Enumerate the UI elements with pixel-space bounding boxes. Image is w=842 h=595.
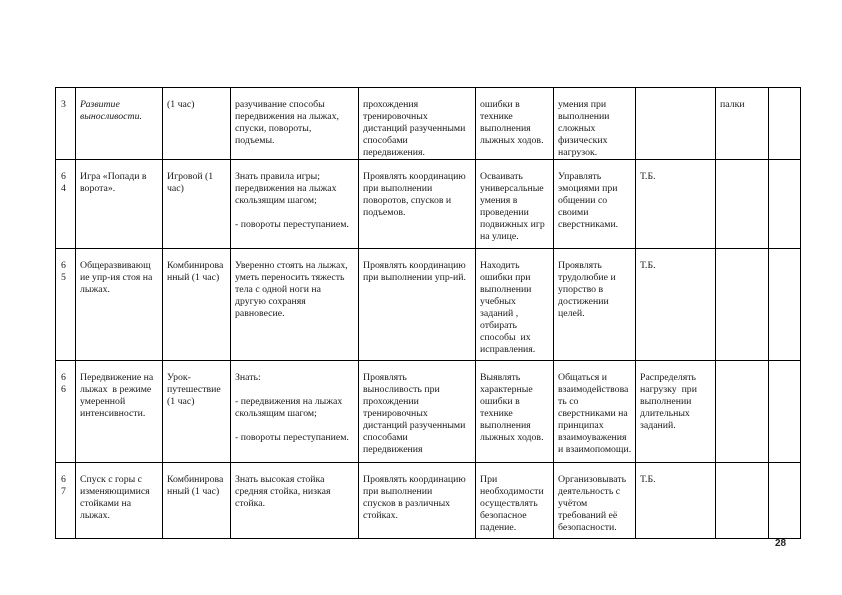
cell-learning-skills: При необходимости осуществлять безопасное падение. [476,463,554,539]
cell-personal-results: Проявлять трудолюбие и упорство в достижении целей. [554,249,636,361]
table-row [56,249,801,361]
cell-activity: прохождения тренировочных дистанций разученными способами передвижения. [359,88,476,160]
cell-extra [769,361,801,463]
cell-activity: Проявлять координацию при выполнении упр-ий. [359,249,476,361]
cell-lesson-number: 6 4 [56,160,76,249]
cell-lesson-topic: Игра «Попади в ворота». [76,160,163,249]
table-row [56,463,801,539]
cell-lesson-type: (1 час) [163,88,231,160]
cell-notes: Т.Б. [636,249,716,361]
table-row [56,88,801,160]
cell-notes [636,88,716,160]
table-row [56,361,801,463]
cell-activity: Проявлять координацию при выполнении поворотов, спусков и подъемов. [359,160,476,249]
cell-equipment [716,463,769,539]
cell-lesson-content: Знать: - передвижения на лыжах скользящим шагом; - повороты переступанием. [231,361,359,463]
cell-activity: Проявлять выносливость при прохождении тренировочных дистанций разученными способами передвижения [359,361,476,463]
cell-equipment [716,361,769,463]
cell-extra [769,160,801,249]
cell-lesson-content: разучивание способы передвижения на лыжах, спуски, повороты, подъемы. [231,88,359,160]
cell-lesson-topic: Развитие выносливости. [76,88,163,160]
cell-notes: Распределять нагрузку при выполнении длительных заданий. [636,361,716,463]
cell-lesson-type: Игровой (1 час) [163,160,231,249]
cell-extra [769,88,801,160]
cell-lesson-content: Знать правила игры; передвижения на лыжах скользящим шагом; - повороты переступанием. [231,160,359,249]
cell-lesson-topic: Общеразвивающ ие упр-ия стоя на лыжах. [76,249,163,361]
cell-lesson-number: 3 [56,88,76,160]
cell-equipment [716,160,769,249]
cell-notes: Т.Б. [636,160,716,249]
cell-lesson-topic: Спуск с горы с изменяющимися стойками на лыжах. [76,463,163,539]
cell-lesson-number: 6 6 [56,361,76,463]
cell-equipment: палки [716,88,769,160]
lesson-plan-table [55,87,801,539]
page-number: 28 [775,538,787,549]
cell-equipment [716,249,769,361]
cell-extra [769,463,801,539]
cell-lesson-type: Комбинирова нный (1 час) [163,463,231,539]
cell-notes: Т.Б. [636,463,716,539]
cell-personal-results: Общаться и взаимодействова ть со сверстниками на принципах взаимоуважения и взаимопомощи. [554,361,636,463]
cell-personal-results: Управлять эмоциями при общении со своими сверстниками. [554,160,636,249]
cell-lesson-type: Комбинирова нный (1 час) [163,249,231,361]
cell-learning-skills: Выявлять характерные ошибки в технике выполнения лыжных ходов. [476,361,554,463]
cell-activity: Проявлять координацию при выполнении спусков в различных стойках. [359,463,476,539]
cell-personal-results: Организовывать деятельность с учётом требований её безопасности. [554,463,636,539]
cell-lesson-type: Урок- путешествие (1 час) [163,361,231,463]
cell-personal-results: умения при выполнении сложных физических нагрузок. [554,88,636,160]
cell-extra [769,249,801,361]
table-row [56,160,801,249]
cell-learning-skills: ошибки в технике выполнения лыжных ходов. [476,88,554,160]
cell-lesson-content: Уверенно стоять на лыжах, уметь переносить тяжесть тела с одной ноги на другую сохраняя равновесие. [231,249,359,361]
cell-learning-skills: Находить ошибки при выполнении учебных заданий , отбирать способы их исправления. [476,249,554,361]
cell-lesson-number: 6 5 [56,249,76,361]
cell-lesson-content: Знать высокая стойка средняя стойка, низкая стойка. [231,463,359,539]
cell-lesson-number: 6 7 [56,463,76,539]
cell-lesson-topic: Передвижение на лыжах в режиме умеренной интенсивности. [76,361,163,463]
cell-learning-skills: Осваивать универсальные умения в проведении подвижных игр на улице. [476,160,554,249]
